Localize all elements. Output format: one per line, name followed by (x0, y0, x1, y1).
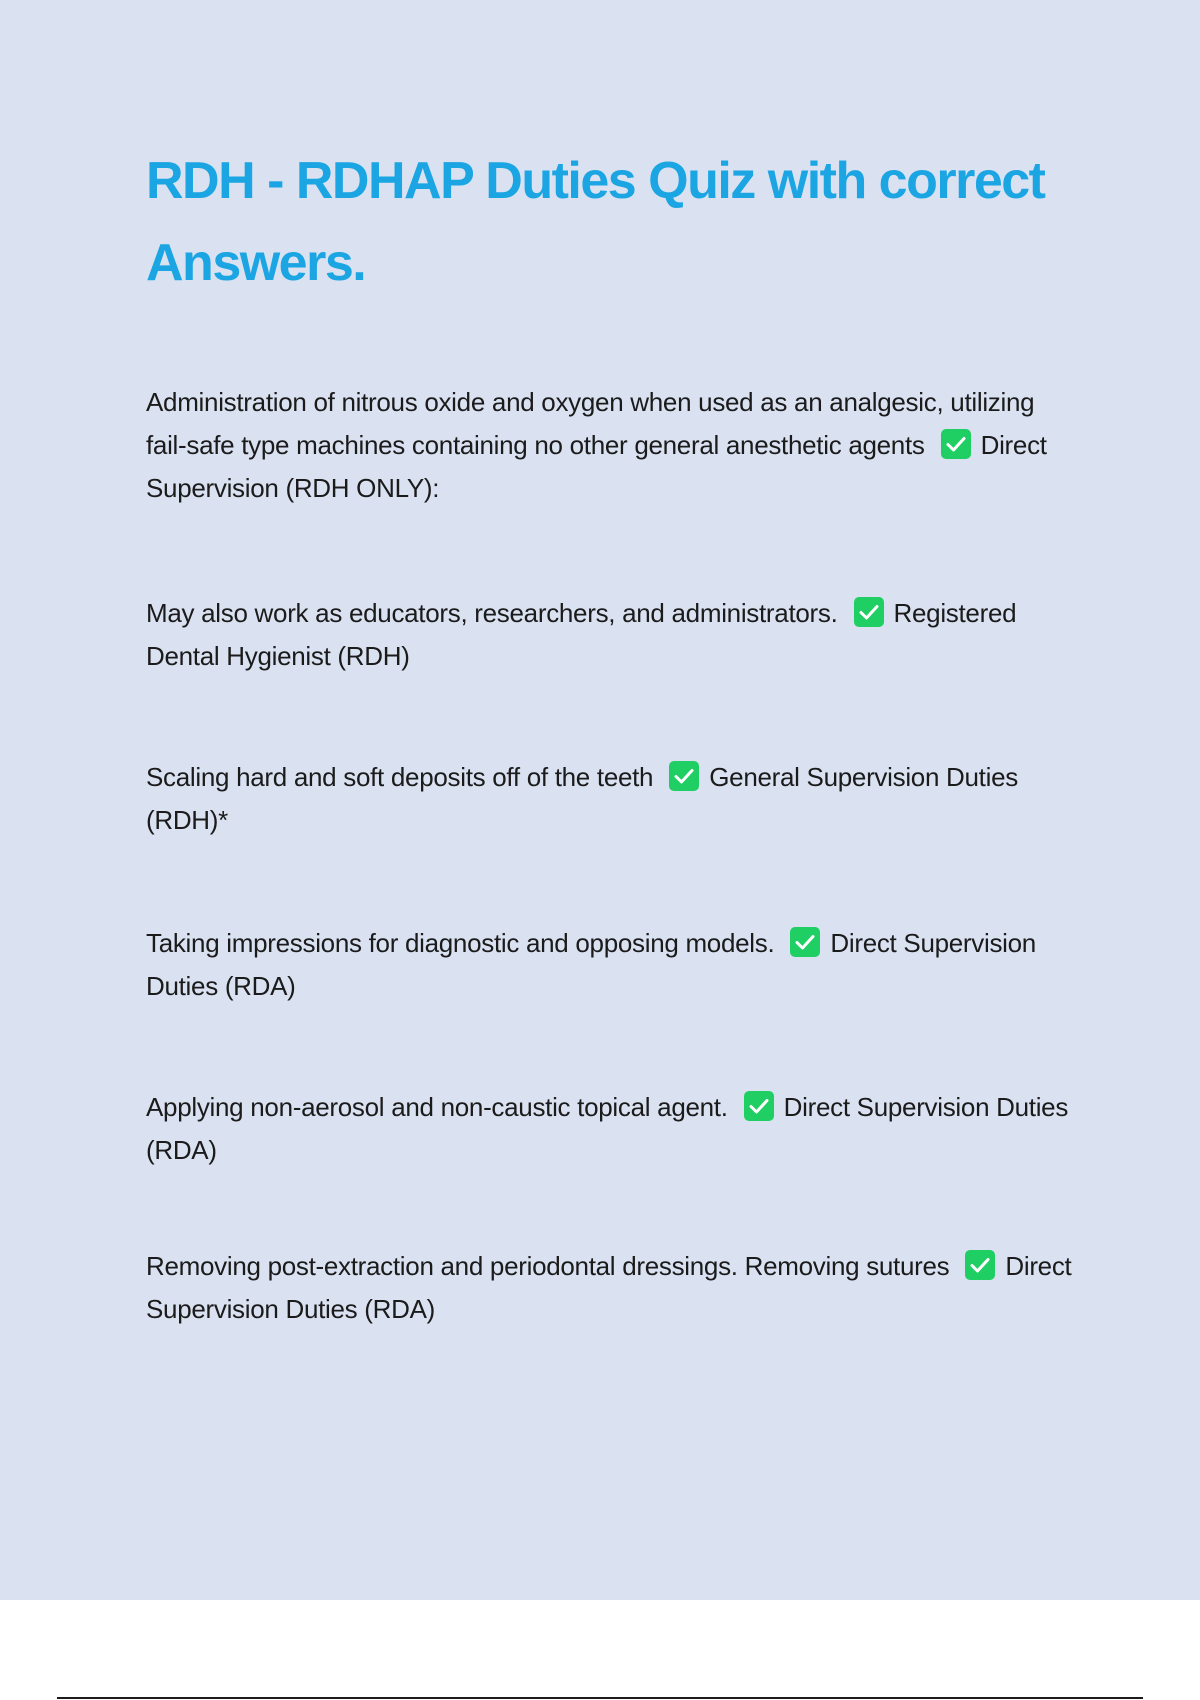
question-text: Administration of nitrous oxide and oxygen when used as an analgesic, utilizing fail-safe type machines containing no other general anesthetic agents (146, 387, 1035, 460)
check-mark-icon (669, 761, 699, 791)
check-mark-icon (790, 927, 820, 957)
question-text: Removing post-extraction and periodontal dressings. Removing sutures (146, 1251, 950, 1281)
answer-text: Direct Supervision Duties (RDA) (146, 1251, 1072, 1324)
quiz-item (146, 381, 1076, 510)
check-mark-icon (854, 597, 884, 627)
question-text: Applying non-aerosol and non-caustic topical agent. (146, 1092, 728, 1122)
check-mark-icon (941, 429, 971, 459)
answer-text: General Supervision Duties (RDH)* (146, 762, 1018, 835)
question-text: Scaling hard and soft deposits off of the teeth (146, 762, 654, 792)
quiz-item (146, 756, 1076, 842)
document-title: RDH - RDHAP Duties Quiz with correct Answers. (146, 152, 1045, 292)
answer-text: Direct Supervision (RDH ONLY): (146, 430, 1047, 503)
question-text: May also work as educators, researchers, and administrators. (146, 598, 838, 628)
answer-text: Direct Supervision Duties (RDA) (146, 1092, 1069, 1165)
quiz-item (146, 1245, 1076, 1331)
quiz-item (146, 1086, 1076, 1172)
question-text: Taking impressions for diagnostic and opposing models. (146, 928, 775, 958)
answer-text: Direct Supervision Duties (RDA) (146, 928, 1036, 1001)
quiz-item (146, 922, 1076, 1008)
quiz-item (146, 592, 1076, 678)
check-mark-icon (744, 1091, 774, 1121)
footer-divider (57, 1697, 1143, 1699)
check-mark-icon (965, 1250, 995, 1280)
answer-text: Registered Dental Hygienist (RDH) (146, 598, 1017, 671)
